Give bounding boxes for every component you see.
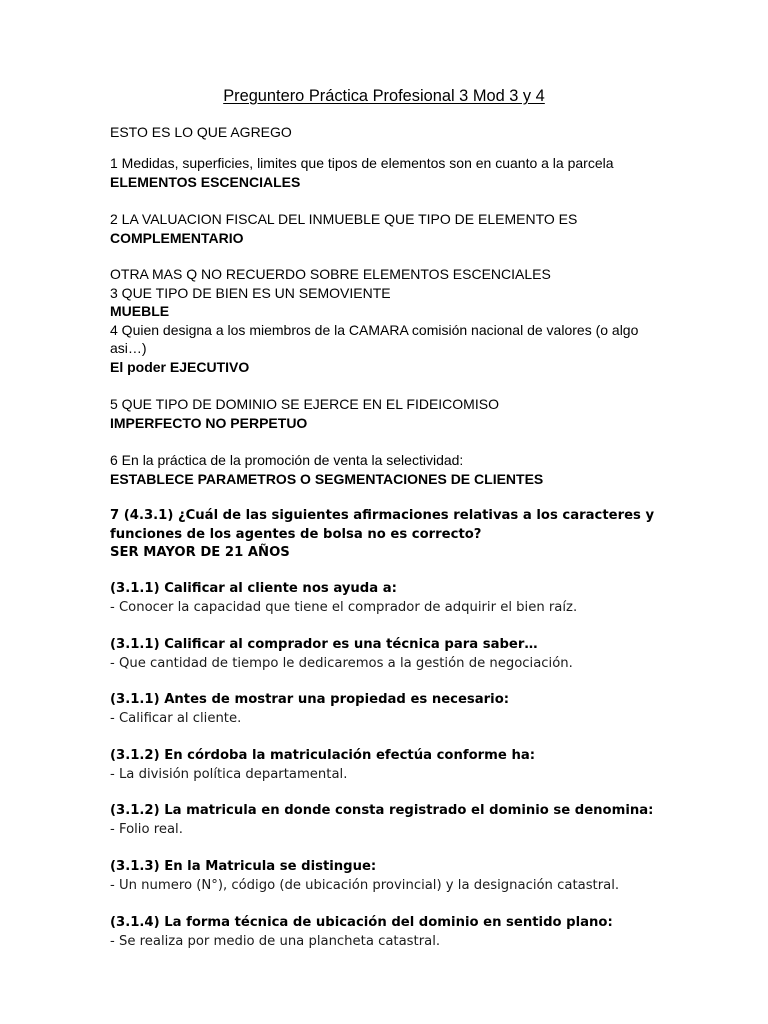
question-text: 2 LA VALUACION FISCAL DEL INMUEBLE QUE TIPO DE ELEMENTO ES — [110, 211, 578, 227]
answer-text: - La división política departamental. — [110, 766, 348, 782]
qa-item — [110, 858, 670, 895]
qa-item — [110, 580, 670, 617]
question-text: (3.1.4) La forma técnica de ubicación del dominio en sentido plano: — [110, 915, 613, 930]
answer-text: - Un numero (N°), código (de ubicación provincial) y la designación catastral. — [110, 877, 620, 893]
qa-item — [110, 802, 670, 839]
answer-text: ELEMENTOS ESCENCIALES — [110, 173, 301, 190]
note-text: OTRA MAS Q NO RECUERDO SOBRE ELEMENTOS ESCENCIALES — [110, 266, 551, 282]
answer-text: - Que cantidad de tiempo le dedicaremos a la gestión de negociación. — [110, 655, 573, 671]
answer-text: - Se realiza por medio de una plancheta catastral. — [110, 933, 441, 949]
question-text: (3.1.1) Antes de mostrar una propiedad es necesario: — [110, 692, 510, 707]
question-text: 3 QUE TIPO DE BIEN ES UN SEMOVIENTE — [110, 284, 391, 301]
question-block-1 — [110, 154, 670, 191]
question-text: (3.1.1) Calificar al cliente nos ayuda a: — [110, 581, 397, 596]
question-block-3 — [110, 265, 670, 377]
answer-text: SER MAYOR DE 21 AÑOS — [110, 545, 290, 561]
question-block-7 — [110, 507, 670, 563]
answer-text: IMPERFECTO NO PERPETUO — [110, 414, 308, 431]
question-text: asi…) — [110, 340, 147, 357]
answer-text: ESTABLECE PARAMETROS O SEGMENTACIONES DE CLIENTES — [110, 470, 544, 487]
qa-item — [110, 747, 670, 784]
question-text: 1 Medidas, superficies, limites que tipos de elementos son en cuanto a la parcela — [110, 155, 614, 171]
question-text: 7 (4.3.1) ¿Cuál de las siguientes afirmaciones relativas a los caracteres y — [110, 508, 655, 523]
qa-item — [110, 636, 670, 673]
answer-text: - Folio real. — [110, 821, 183, 837]
question-text: 6 En la práctica de la promoción de venta la selectividad: — [110, 452, 464, 468]
intro-text — [110, 123, 670, 142]
qa-item — [110, 691, 670, 728]
question-text: 5 QUE TIPO DE DOMINIO SE EJERCE EN EL FIDEICOMISO — [110, 396, 499, 412]
answer-text: COMPLEMENTARIO — [110, 229, 244, 246]
answer-text: - Conocer la capacidad que tiene el comprador de adquirir el bien raíz. — [110, 599, 578, 615]
question-text: (3.1.1) Calificar al comprador es una técnica para saber… — [110, 637, 538, 652]
question-block-5 — [110, 395, 670, 432]
question-text: (3.1.2) La matricula en donde consta registrado el dominio se denomina: — [110, 803, 654, 818]
answer-text: MUEBLE — [110, 303, 170, 320]
answer-text: - Calificar al cliente. — [110, 710, 242, 726]
question-text: 4 Quien designa a los miembros de la CAMARA comisión nacional de valores (o algo — [110, 321, 639, 338]
question-block-2 — [110, 210, 670, 247]
document-title: Preguntero Práctica Profesional 3 Mod 3 y 4 — [223, 87, 545, 105]
qa-item — [110, 914, 670, 951]
intro-line: ESTO ES LO QUE AGREGO — [110, 124, 292, 140]
question-text: (3.1.3) En la Matricula se distingue: — [110, 859, 377, 874]
question-block-6 — [110, 451, 670, 488]
answer-text: El poder EJECUTIVO — [110, 358, 250, 375]
question-text: (3.1.2) En córdoba la matriculación efectúa conforme ha: — [110, 748, 536, 763]
question-text: funciones de los agentes de bolsa no es correcto? — [110, 526, 482, 542]
